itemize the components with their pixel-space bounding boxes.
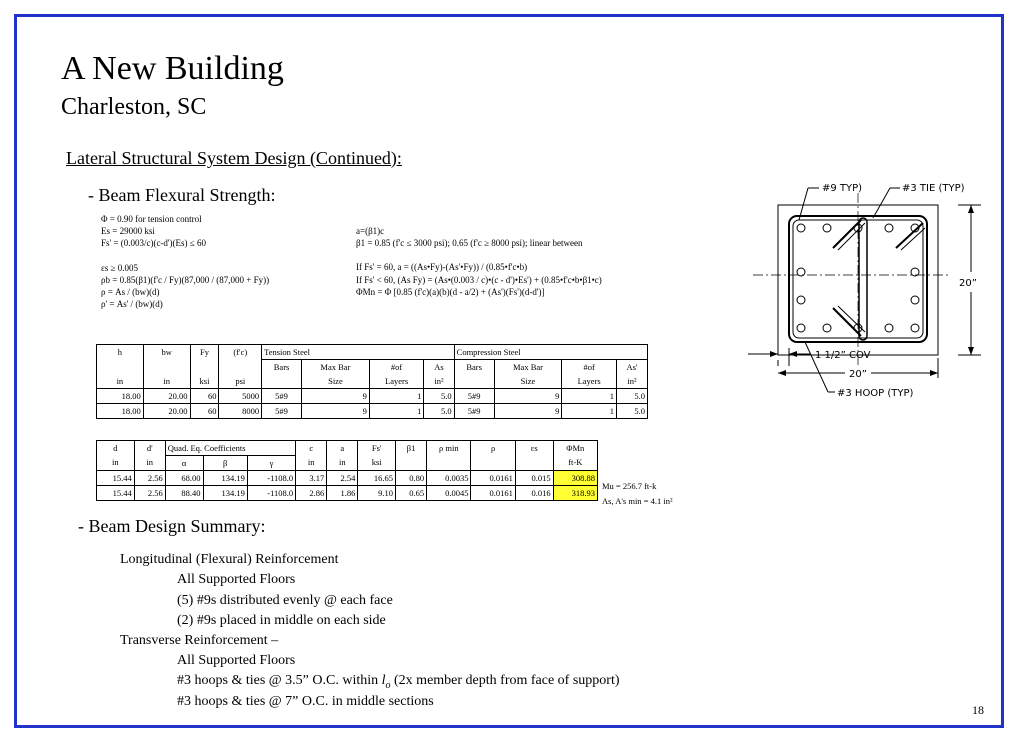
cell: 5#9 — [454, 389, 494, 404]
unit-cell: γ — [247, 456, 295, 471]
cell: 134.19 — [203, 471, 247, 486]
summary-subscript: o — [385, 679, 391, 691]
unit-cell: ksi — [190, 374, 219, 389]
formula-line: If Fs' = 60, a = ((As•Fy)-(As'•Fy)) / (0.85•f'c•b) — [356, 262, 528, 273]
slide-subtitle: Charleston, SC — [61, 94, 207, 120]
header-cell: εs — [515, 441, 553, 456]
slide-title: A New Building — [61, 50, 284, 87]
cell: 8000 — [219, 404, 262, 419]
cell: 20.00 — [143, 404, 190, 419]
formula-line: εs ≥ 0.005 — [101, 262, 138, 273]
cell: 0.015 — [515, 471, 553, 486]
header-cell: ΦMn — [553, 441, 597, 456]
formula-line: ρ' = As' / (bw)(d) — [101, 299, 163, 310]
header-cell: d — [97, 441, 135, 456]
header-cell: c — [296, 441, 327, 456]
cell: 2.54 — [327, 471, 358, 486]
cell: 1 — [369, 404, 424, 419]
cell: 0.0045 — [427, 486, 471, 501]
cell: 15.44 — [97, 486, 135, 501]
cell: 5#9 — [262, 389, 302, 404]
min-steel-note: As, A's min = 4.1 in² — [602, 496, 673, 506]
unit-cell: Layers — [369, 374, 424, 389]
cell: 0.0161 — [471, 471, 515, 486]
cell: 68.00 — [165, 471, 203, 486]
cell: 1 — [562, 404, 617, 419]
header-cell: Bars — [262, 360, 302, 375]
cell: 0.80 — [396, 471, 427, 486]
unit-cell: Size — [302, 374, 370, 389]
cell: 5.0 — [616, 404, 647, 419]
header-cell: (f'c) — [219, 345, 262, 360]
formulas-right — [356, 213, 602, 298]
moment-demand-note: Mu = 256.7 ft-k — [602, 481, 657, 491]
summary-line: All Supported Floors — [177, 572, 296, 587]
cell: 9 — [302, 389, 370, 404]
table-row — [97, 389, 648, 404]
cell: 1 — [562, 389, 617, 404]
cell: 15.44 — [97, 471, 135, 486]
height-label: 20” — [959, 278, 977, 289]
header-cell: Max Bar — [494, 360, 562, 375]
cell: 2.56 — [134, 471, 165, 486]
unit-cell: in — [143, 374, 190, 389]
cell: 16.65 — [358, 471, 396, 486]
cell: 0.0035 — [427, 471, 471, 486]
formula-line: a=(β1)c — [356, 226, 385, 236]
header-cell: Bars — [454, 360, 494, 375]
flexural-heading: - Beam Flexural Strength: — [88, 185, 276, 205]
summary-line: All Supported Floors — [177, 653, 296, 668]
cell: -1108.0 — [247, 471, 295, 486]
summary-line — [177, 673, 620, 691]
unit-cell: in — [134, 456, 165, 471]
header-cell: Fs' — [358, 441, 396, 456]
cell: 0.016 — [515, 486, 553, 501]
moment-capacity-cell: 308.88 — [553, 471, 597, 486]
cell: 9 — [494, 404, 562, 419]
bar-label: #9 TYP) — [822, 183, 863, 194]
cell: 5.0 — [424, 389, 454, 404]
summary-text: (2x member depth from face of support) — [390, 673, 620, 688]
unit-cell: psi — [219, 374, 262, 389]
header-cell: As' — [616, 360, 647, 375]
quad-eq-header: Quad. Eq. Coefficients — [165, 441, 295, 456]
formula-line: If Fs' < 60, (As Fy) = (As•(0.003 / c)•(c - d')•Es') + (0.85•f'c•b•β1•c) — [356, 274, 602, 285]
unit-cell: Layers — [562, 374, 617, 389]
section-heading: Lateral Structural System Design (Continued): — [66, 148, 402, 168]
cell: 1 — [369, 389, 424, 404]
formula-line: Fs' = (0.003/c)(c-d')(Es) ≤ 60 — [101, 238, 206, 249]
formula-line: ΦMn = Φ [0.85 (f'c)(a)(b)(d - a/2) + (As')(Fs')(d-d')] — [356, 286, 545, 297]
formula-line: β1 = 0.85 (f'c ≤ 3000 psi); 0.65 (f'c ≥ 8000 psi); linear between — [356, 238, 583, 249]
summary-line: Transverse Reinforcement – — [120, 633, 279, 648]
unit-cell: in² — [424, 374, 454, 389]
capacity-table — [96, 440, 598, 501]
header-cell: #of — [562, 360, 617, 375]
formula-line: ρ = As / (bw)(d) — [101, 286, 160, 297]
header-cell: d' — [134, 441, 165, 456]
cover-label: 1 1/2” COV — [815, 350, 871, 361]
unit-cell: α — [165, 456, 203, 471]
cell: 9 — [494, 389, 562, 404]
steel-table — [96, 344, 648, 419]
cell: 134.19 — [203, 486, 247, 501]
cell: 2.56 — [134, 486, 165, 501]
unit-cell: in — [97, 374, 144, 389]
cell: 5.0 — [424, 404, 454, 419]
unit-cell: ft-K — [553, 456, 597, 471]
design-summary-heading: - Beam Design Summary: — [78, 516, 266, 536]
cell: 20.00 — [143, 389, 190, 404]
moment-capacity-cell: 318.93 — [553, 486, 597, 501]
cell: 5#9 — [454, 404, 494, 419]
summary-line: Longitudinal (Flexural) Reinforcement — [120, 552, 339, 567]
unit-cell: Size — [494, 374, 562, 389]
cell: 1.86 — [327, 486, 358, 501]
tie — [859, 218, 867, 340]
cell: 5#9 — [262, 404, 302, 419]
hoop-label: #3 HOOP (TYP) — [837, 388, 914, 399]
formula-line: Es = 29000 ksi — [101, 226, 155, 237]
table-row — [97, 404, 648, 419]
unit-cell: in — [327, 456, 358, 471]
cell: 0.0161 — [471, 486, 515, 501]
header-cell: ρ — [471, 441, 515, 456]
cell: 60 — [190, 389, 219, 404]
cell: 60 — [190, 404, 219, 419]
cell: 18.00 — [97, 404, 144, 419]
tie-label: #3 TIE (TYP) — [902, 183, 965, 194]
table-row — [97, 486, 598, 501]
cell: 5000 — [219, 389, 262, 404]
compression-steel-header: Compression Steel — [454, 345, 647, 360]
cell: -1108.0 — [247, 486, 295, 501]
header-cell: Max Bar — [302, 360, 370, 375]
header-cell: h — [97, 345, 144, 360]
cell: 0.65 — [396, 486, 427, 501]
unit-cell: in — [97, 456, 135, 471]
unit-cell: in² — [616, 374, 647, 389]
header-cell: β1 — [396, 441, 427, 456]
cell: 5.0 — [616, 389, 647, 404]
header-cell: a — [327, 441, 358, 456]
width-label: 20” — [849, 369, 867, 380]
unit-cell: ksi — [358, 456, 396, 471]
cell: 3.17 — [296, 471, 327, 486]
summary-italic: l — [381, 673, 386, 688]
page-number: 18 — [972, 703, 984, 717]
summary-line: #3 hoops & ties @ 7” O.C. in middle sections — [177, 694, 434, 709]
header-cell: As — [424, 360, 454, 375]
table-row — [97, 471, 598, 486]
cell: 18.00 — [97, 389, 144, 404]
cell: 88.40 — [165, 486, 203, 501]
header-cell: bw — [143, 345, 190, 360]
formulas-left — [101, 213, 269, 310]
unit-cell: β — [203, 456, 247, 471]
summary-line: (5) #9s distributed evenly @ each face — [177, 593, 393, 608]
summary-line: (2) #9s placed in middle on each side — [177, 613, 386, 628]
header-cell: #of — [369, 360, 424, 375]
header-cell: ρ min — [427, 441, 471, 456]
summary-text: #3 hoops & ties @ 3.5” O.C. within — [177, 673, 382, 688]
unit-cell: in — [296, 456, 327, 471]
formula-line: ρb = 0.85(β1)(f'c / Fy)(87,000 / (87,000 + Fy)) — [101, 274, 270, 285]
cell: 9 — [302, 404, 370, 419]
formula-line: Φ = 0.90 for tension control — [101, 214, 202, 224]
beam-section-diagram — [733, 168, 993, 408]
cell: 2.86 — [296, 486, 327, 501]
cell: 9.10 — [358, 486, 396, 501]
tension-steel-header: Tension Steel — [262, 345, 455, 360]
header-cell: Fy — [190, 345, 219, 360]
